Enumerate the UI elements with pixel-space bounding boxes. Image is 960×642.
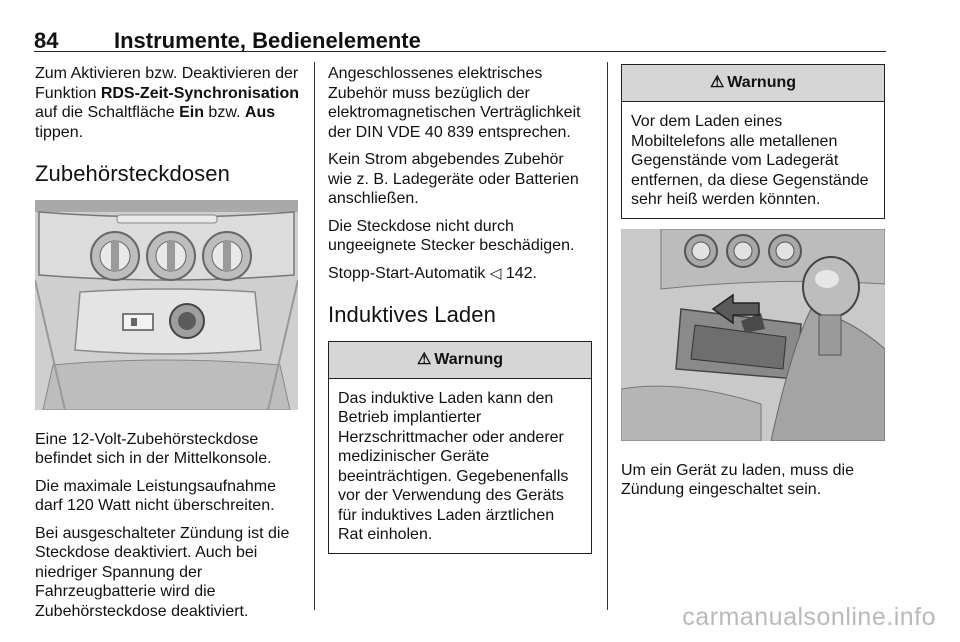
warning-body xyxy=(329,379,591,553)
paragraph: Kein Strom abgebendes Zubehör wie z. B. Ladegeräte oder Batterien anschließen. xyxy=(328,151,579,207)
running-title: Instrumente, Bedienelemente xyxy=(114,28,421,53)
header-rule xyxy=(34,51,886,52)
section-heading-inductive-charging: Induktives Laden xyxy=(328,302,496,327)
paragraph: Angeschlossenes elektrisches Zubehör muss bezüglich der elektromagnetischen Verträglichkeit der DIN VDE 40 839 entsprechen. xyxy=(328,65,581,141)
column-1 xyxy=(35,64,300,629)
warning-triangle-icon: ⚠ xyxy=(416,350,432,368)
warning-triangle-icon: ⚠ xyxy=(709,74,725,91)
column-divider xyxy=(314,62,315,610)
column-3 xyxy=(621,64,885,508)
warning-box xyxy=(621,64,885,219)
page-header xyxy=(34,22,886,52)
paragraph: Die maximale Leistungsaufnahme darf 120 Watt nicht überschreiten. xyxy=(35,477,277,514)
paragraph: Bei ausgeschalteter Zündung ist die Steckdose deaktiviert. Auch bei niedriger Spannung der Fahrzeugbatterie wird die Zubehörsteckdose deaktiviert. xyxy=(35,524,290,620)
warning-header xyxy=(329,342,591,379)
inductive-charging-photo xyxy=(621,229,885,441)
page-reference-arrow-icon: ◁ xyxy=(489,264,502,282)
section-heading-accessory-sockets: Zubehörsteckdosen xyxy=(35,161,230,186)
watermark: carmanualsonline.info xyxy=(682,603,936,631)
warning-title: Warnung xyxy=(434,350,504,368)
accessory-socket-photo xyxy=(35,200,298,410)
warning-box xyxy=(328,341,592,554)
column-2 xyxy=(328,64,592,564)
warning-body xyxy=(622,102,884,218)
paragraph: Die Steckdose nicht durch ungeeignete Stecker beschädigen. xyxy=(328,217,575,254)
warning-text: Das induktive Laden kann den Betrieb implantierter Herzschrittmacher oder anderer medizinischer Geräte beeinträchtigen. Gegebenenfalls vor der Verwendung des Geräts für induktives Laden ärztlichen Rat einholen. xyxy=(338,389,569,543)
warning-text: Vor dem Laden eines Mobiltelefons alle metallenen Gegenstände vom Ladegerät entfernen, da diese Gegenstände sehr heiß werden könnten. xyxy=(631,113,869,208)
warning-title: Warnung xyxy=(727,74,797,91)
paragraph: Eine 12-Volt-Zubehörsteckdose befindet sich in der Mittelkonsole. xyxy=(35,430,272,467)
paragraph-with-reference: Stopp-Start-Automatik ◁ 142. xyxy=(328,264,537,282)
column-divider xyxy=(607,62,608,610)
paragraph: Um ein Gerät zu laden, muss die Zündung eingeschaltet sein. xyxy=(621,461,854,498)
intro-paragraph: Zum Aktivieren bzw. Deaktivieren der Funktion RDS-Zeit-Synchronisation auf die Schaltfläche Ein bzw. Aus tippen. xyxy=(35,65,300,141)
page-number: 84 xyxy=(34,28,59,53)
warning-header xyxy=(622,65,884,102)
